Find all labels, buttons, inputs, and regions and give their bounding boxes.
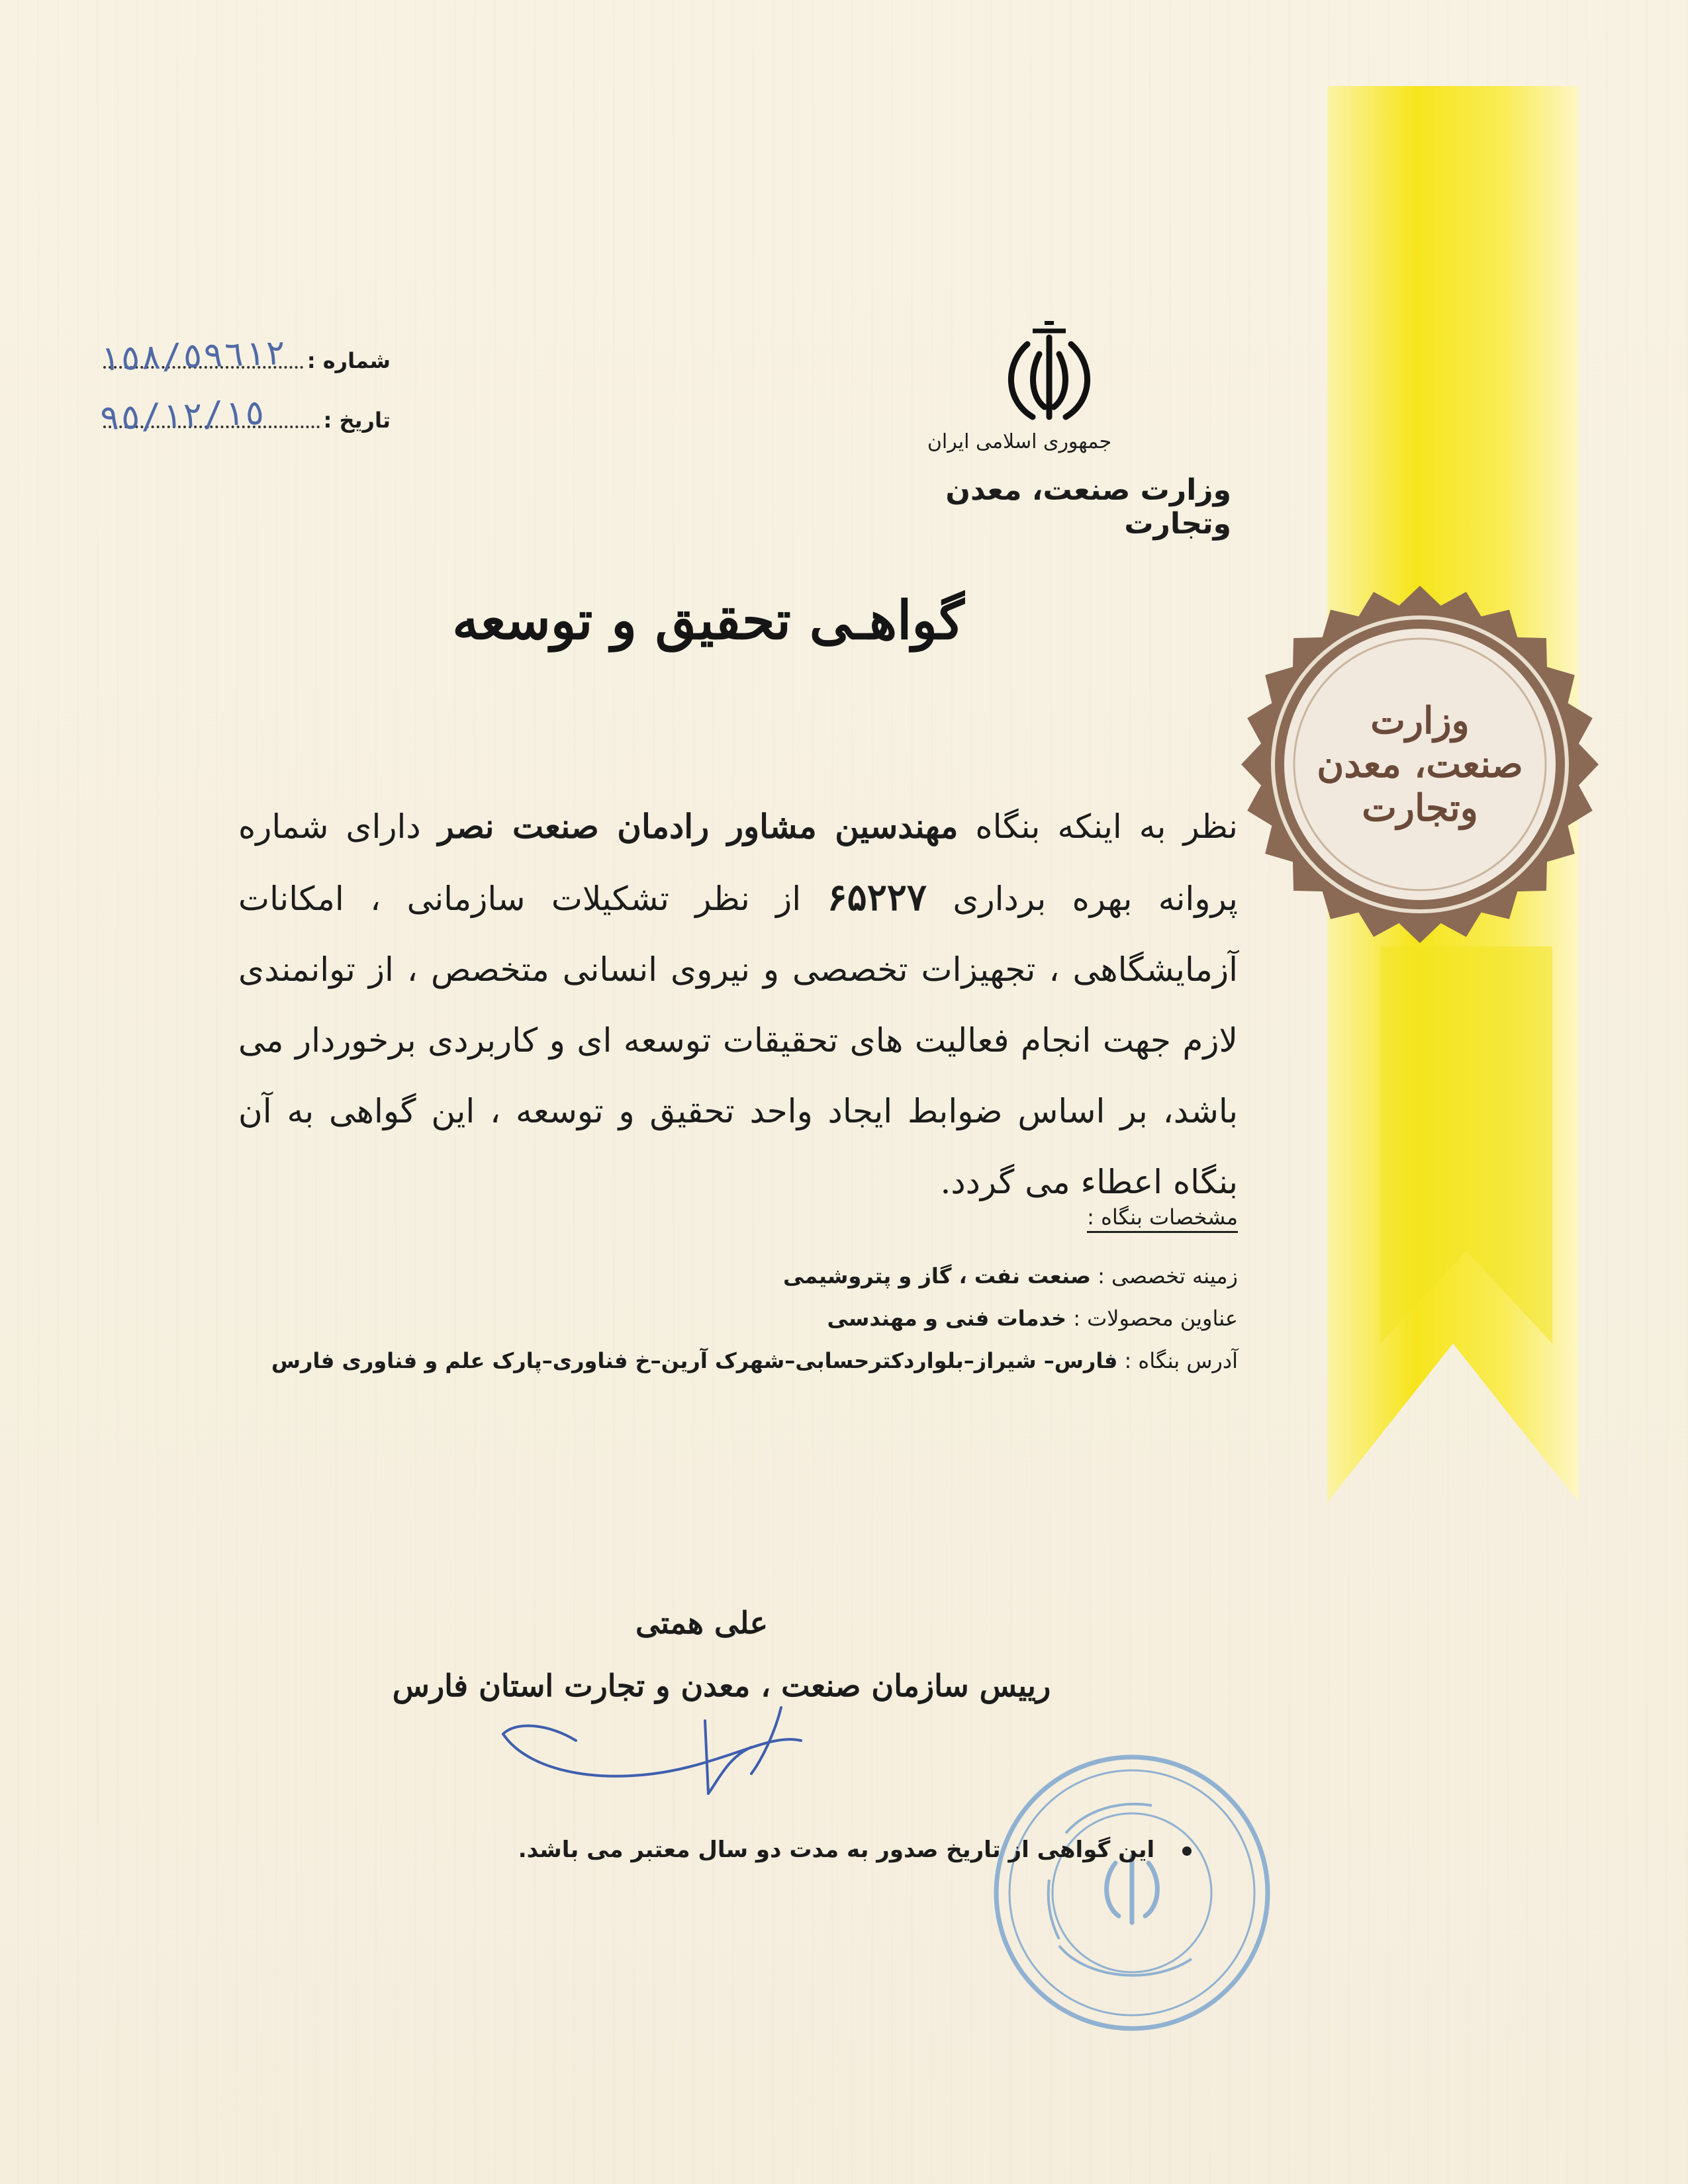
validity-text: این گواهی از تاریخ صدور به مدت دو سال معتبر می باشد. (518, 1837, 1155, 1863)
reference-date-value: ٩٥/١٢/١٥ (99, 392, 266, 439)
field-label: زمینه تخصصی : (1098, 1263, 1238, 1289)
products-value: خدمات فنی و مهندسی (827, 1306, 1067, 1331)
address-value: فارس– شیراز–بلواردکترحسابی–شهرک آرین–خ فناوری–پارک علم و فناوری فارس (271, 1348, 1118, 1373)
ministry-name: وزارت صنعت، معدن وتجارت (945, 473, 1231, 541)
company-name: مهندسین مشاور رادمان صنعت نصر (438, 807, 959, 846)
reference-date-row (99, 390, 391, 450)
certificate-title: گواهـی تحقیق و توسعه (452, 589, 964, 651)
products-label: عناوین محصولات : (1073, 1306, 1238, 1331)
validity-note (503, 1837, 1192, 1863)
reference-number-value: ١٥٨/٥٩٦١٢ (99, 333, 287, 379)
body-license-intro: دارای شماره پروانه بهره برداری (238, 807, 1238, 918)
license-number: ۶۵۲۲۷ (827, 876, 927, 919)
detail-field-row (238, 1263, 1238, 1289)
bullet-icon (1182, 1846, 1192, 1856)
badge-line-1: وزارت (1370, 698, 1470, 743)
iran-emblem-icon (993, 318, 1105, 437)
signer-name: علی همتی (635, 1605, 769, 1641)
company-details (238, 1205, 1238, 1373)
detail-address-row (238, 1348, 1238, 1373)
body-main: از نظر تشکیلات سازمانی ، امکانات آزمایشگاهی ، تجهیزات تخصصی و نیروی انسانی متخصص ، از توانمندی لازم جهت انجام فعالیت های تحقیقات توسعه ای و کاربردی برخوردار می باشد، بر اساس ضوابط ایجاد واحد تحقیق و توسعه ، این گواهی به آن بنگاه اعطاء می گردد. (238, 880, 1238, 1201)
republic-label: جمهوری اسلامی ایران (927, 430, 1112, 453)
badge-line-3: وتجارت (1362, 786, 1478, 831)
details-heading: مشخصات بنگاه : (1087, 1205, 1238, 1233)
reference-number-row (99, 331, 391, 390)
reference-date-label: تاریخ : (323, 408, 391, 433)
address-label: آدرس بنگاه : (1124, 1348, 1238, 1373)
body-intro: نظر به اینکه بنگاه (975, 807, 1238, 846)
field-value: صنعت نفت ، گاز و پتروشیمی (783, 1263, 1091, 1289)
reference-block (99, 331, 391, 450)
badge-line-2: صنعت، معدن (1317, 742, 1523, 786)
certificate-body (238, 791, 1238, 1218)
signer-title: رییس سازمان صنعت ، معدن و تجارت استان فارس (392, 1668, 1051, 1704)
ministry-badge (1238, 582, 1602, 946)
official-stamp (986, 1747, 1278, 2038)
reference-number-label: شماره : (306, 348, 391, 373)
handwritten-signature (490, 1694, 847, 1813)
detail-products-row (238, 1306, 1238, 1331)
